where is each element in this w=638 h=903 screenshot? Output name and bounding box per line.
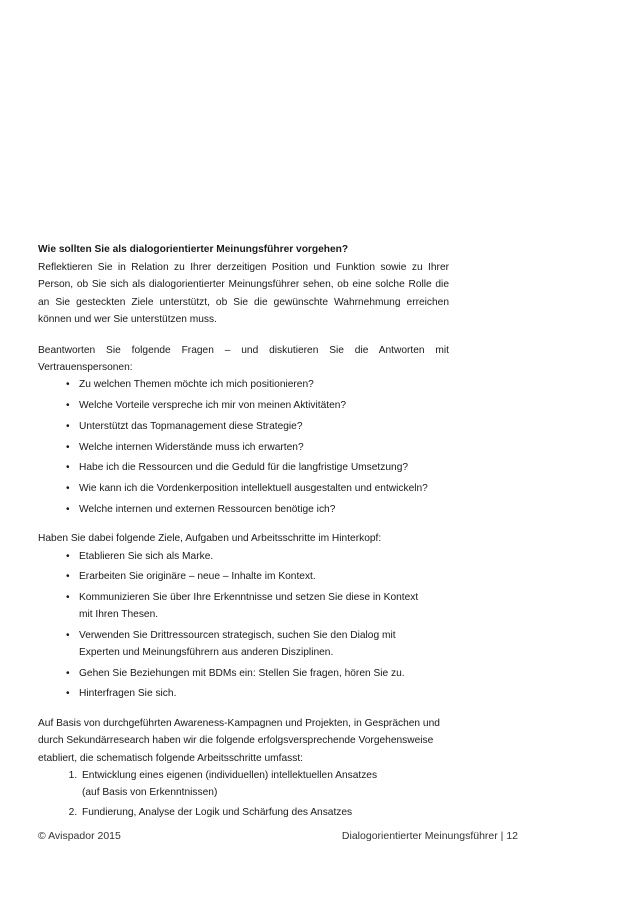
list-item: 1. Entwicklung eines eigenen (individuellen) intellektuellen Ansatzes (auf Basis von Erkenntnissen)	[80, 767, 449, 801]
list-item: • Wie kann ich die Vordenkerposition intellektuell ausgestalten und entwickeln?	[66, 480, 449, 497]
list-item: • Gehen Sie Beziehungen mit BDMs ein: Stellen Sie fragen, hören Sie zu.	[66, 665, 449, 682]
list-item: 2. Fundierung, Analyse der Logik und Schärfung des Ansatzes	[80, 804, 449, 821]
section-heading: Wie sollten Sie als dialogorientierter Meinungsführer vorgehen?	[38, 244, 349, 255]
intro-paragraph: Reflektieren Sie in Relation zu Ihrer derzeitigen Position und Funktion sowie zu Ihrer Person, ob Sie sich als dialogorientierter Meinungsführer sehen, ob eine solche Rolle die an Sie gesteckten Ziele unterstützt, ob Sie die gewünschte Wahrnehmung erreichen können und wer Sie unterstützen muss.	[38, 262, 449, 325]
list-item: • Welche internen und externen Ressourcen benötige ich?	[66, 501, 449, 518]
list-item: • Unterstützt das Topmanagement diese Strategie?	[66, 418, 449, 435]
list-item: • Habe ich die Ressourcen und die Geduld für die langfristige Umsetzung?	[66, 459, 449, 476]
goals-intro: Haben Sie dabei folgende Ziele, Aufgaben und Arbeitsschritte im Hinterkopf:	[38, 533, 382, 545]
copyright-text: © Avispador 2015	[38, 830, 121, 842]
questions-intro: Beantworten Sie folgende Fragen – und diskutieren Sie die Antworten mit Vertrauenspersonen:	[38, 345, 449, 374]
list-item: • Kommunizieren Sie über Ihre Erkenntnisse und setzen Sie diese in Kontext mit Ihren Thesen.	[66, 589, 449, 623]
list-item: • Welche internen Widerstände muss ich erwarten?	[66, 439, 449, 456]
list-item: • Verwenden Sie Drittressourcen strategisch, suchen Sie den Dialog mit Experten und Meinungsführern aus anderen Disziplinen.	[66, 627, 449, 661]
steps-list	[38, 767, 449, 822]
footer-title-page: Dialogorientierter Meinungsführer | 12	[341, 830, 518, 842]
list-item: • Etablieren Sie sich als Marke.	[66, 548, 449, 565]
list-item: • Hinterfragen Sie sich.	[66, 685, 449, 702]
page-content	[38, 241, 449, 824]
process-intro: Auf Basis von durchgeführten Awareness-Kampagnen und Projekten, in Gesprächen und durch Sekundärresearch haben wir die folgende erfolgsversprechende Vorgehensweise etabliert, die schematisch folgende Arbeitsschritte umfasst:	[38, 718, 440, 764]
questions-list	[38, 376, 449, 517]
list-item: • Welche Vorteile verspreche ich mir von meinen Aktivitäten?	[66, 397, 449, 414]
list-item: • Erarbeiten Sie originäre – neue – Inhalte im Kontext.	[66, 568, 449, 585]
list-item: • Zu welchen Themen möchte ich mich positionieren?	[66, 376, 449, 393]
goals-list	[38, 548, 449, 703]
